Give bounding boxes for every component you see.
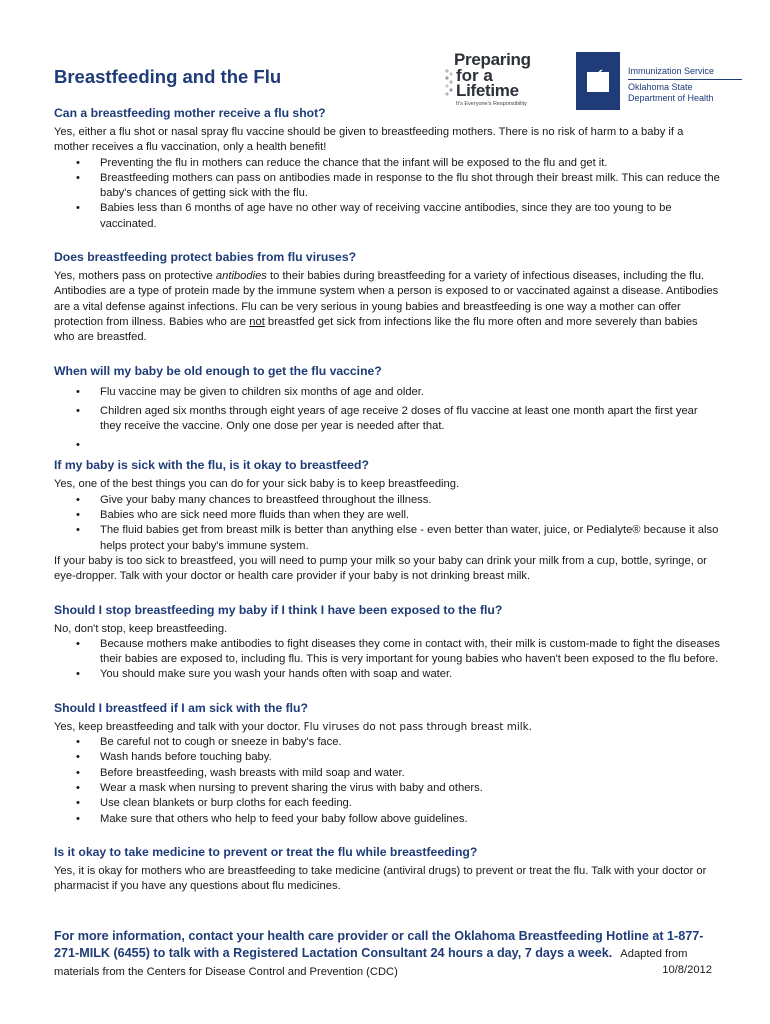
section-heading: Should I stop breastfeeding my baby if I think I have been exposed to the flu? [54, 602, 503, 617]
health-h-apple-icon [576, 52, 620, 110]
section-flu-shot [54, 105, 720, 232]
logo-text-for-a: for a [456, 66, 493, 85]
section-exposed [54, 602, 720, 683]
document-body [54, 105, 720, 911]
bullet-list [54, 156, 720, 232]
list-item: • Before breastfeeding, wash breasts with mild soap and water. [100, 766, 720, 781]
text-run: Yes, mothers pass on protective [54, 270, 216, 283]
section-heading: Is it okay to take medicine to prevent or treat the flu while breastfeeding? [54, 844, 478, 859]
logo-osdh-line1: Oklahoma State [628, 82, 693, 92]
list-item: • Because mothers make antibodies to fight diseases they come in contact with, their milk is custom-made to fight the diseases their babies are exposed to, including flu. This is very important for young babies who haven't been exposed to the flu before. [100, 637, 720, 668]
page-title: Breastfeeding and the Flu [54, 66, 282, 87]
osdh-logo [576, 52, 746, 110]
list-item: • Use clean blankets or burp cloths for each feeding. [100, 796, 720, 811]
section-heading: If my baby is sick with the flu, is it okay to breastfeed? [54, 458, 369, 473]
bullet-list [54, 735, 720, 827]
section-heading: When will my baby be old enough to get the flu vaccine? [54, 363, 382, 378]
list-item [100, 438, 720, 453]
logo-osdh-line2: Department of Health [628, 93, 714, 103]
list-item: • Give your baby many chances to breastfeed throughout the illness. [100, 493, 720, 508]
source-credit: Adapted from materials from the Centers for Disease Control and Prevention (CDC) [54, 948, 688, 978]
text-run: to their babies during breastfeeding for a variety of infectious diseases, including the flu. Antibodies are a type of protein made by the immune system when a person is exposed to or vaccinated against a disease. Antibodies are a vital defense against infections. Flu can be very serious in young babies and breastfeeding is one way a mother can offer protection from illness. Babies who are [54, 270, 719, 328]
section-heading: Should I breastfeed if I am sick with the flu? [54, 700, 308, 715]
list-item: • Preventing the flu in mothers can reduce the chance that the infant will be exposed to the flu and get it. [100, 156, 720, 171]
footer-hotline [54, 928, 720, 981]
text-run: Yes, keep breastfeeding and talk with your doctor. [54, 720, 304, 733]
text-run: Flu viruses do not pass through breast milk. [303, 720, 532, 733]
logo-tagline: It's Everyone's Responsibility [456, 101, 527, 107]
text-run-italic: antibodies [215, 270, 267, 283]
logo-immunization-service: Immunization Service [628, 66, 715, 76]
logo-osdh-name [628, 82, 714, 104]
list-item: • Be careful not to cough or sneeze in baby's face. [100, 735, 720, 750]
list-item: • Children aged six months through eight years of age receive 2 doses of flu vaccine at least one month apart the first year they receive the vaccine. Only one dose per year is needed after that. [100, 404, 720, 435]
list-item: • You should make sure you wash your hands often with soap and water. [100, 667, 720, 682]
section-heading: Can a breastfeeding mother receive a flu shot? [54, 106, 326, 120]
section-text: No, don't stop, keep breastfeeding. [54, 622, 228, 635]
list-item: • The fluid babies get from breast milk is better than anything else - even better than water, juice, or Pedialyte® because it also helps protect your baby's immune system. [100, 523, 720, 554]
section-medicine [54, 844, 720, 895]
section-text: Yes, either a flu shot or nasal spray flu vaccine should be given to breastfeeding mothers. There is no risk of harm to a baby if a mother receives a flu vaccination, only a health benefit! [54, 126, 684, 154]
section-heading: Does breastfeeding protect babies from flu viruses? [54, 250, 357, 265]
logo-text-lifetime: Lifetime [456, 81, 519, 100]
section-text: If your baby is too sick to breastfeed, you will need to pump your milk so your baby can drink your milk from a cup, bottle, syringe, or eye-dropper. Talk with your doctor or health care provider if your baby is not drinking breast milk. [54, 554, 707, 583]
list-item: • Breastfeeding mothers can pass on antibodies made in response to the flu shot through their breast milk. This can reduce the baby's chances of getting sick with the flu. [100, 171, 720, 202]
section-text: Yes, one of the best things you can do for your sick baby is to keep breastfeeding. [54, 478, 460, 491]
hotline-text: For more information, contact your health care provider or call the Oklahoma Breastfeeding Hotline at 1-877-271-MILK (6455) to talk with a Registered Lactation Consultant 24 hours a day, 7 days a week. [54, 929, 704, 960]
bullet-list [54, 637, 720, 683]
text-run-underline: not [249, 315, 265, 328]
preparing-for-a-lifetime-logo [444, 50, 556, 112]
text-run: breastfed get sick from infections like the flu more often and more severely than babies who are breastfed. [54, 315, 698, 344]
logo-dots-icon [444, 68, 454, 98]
section-vaccine-age [54, 363, 720, 454]
list-item: • Wear a mask when nursing to prevent sharing the virus with baby and others. [100, 781, 720, 796]
section-text [54, 720, 720, 735]
list-item: • Make sure that others who help to feed your baby follow above guidelines. [100, 812, 720, 827]
section-text [54, 269, 720, 345]
section-sick-baby [54, 457, 720, 584]
bullet-list [54, 493, 720, 554]
list-item: • Flu vaccine may be given to children six months of age and older. [100, 385, 720, 400]
list-item: • Wash hands before touching baby. [100, 750, 720, 765]
logo-text-preparing: Preparing [454, 50, 531, 69]
section-text: Yes, it is okay for mothers who are breastfeeding to take medicine (antiviral drugs) to prevent or treat the flu. Talk with your doctor or pharmacist if you have any questions about flu medicines. [54, 864, 707, 893]
list-item: • Babies who are sick need more fluids than when they are well. [100, 508, 720, 523]
section-mother-sick [54, 700, 720, 827]
logo-divider [628, 79, 742, 80]
document-date: 10/8/2012 [662, 964, 712, 976]
list-item: • Babies less than 6 months of age have no other way of receiving vaccine antibodies, since they are too young to be vaccinated. [100, 201, 720, 232]
section-protection [54, 249, 720, 345]
bullet-list [54, 385, 720, 454]
